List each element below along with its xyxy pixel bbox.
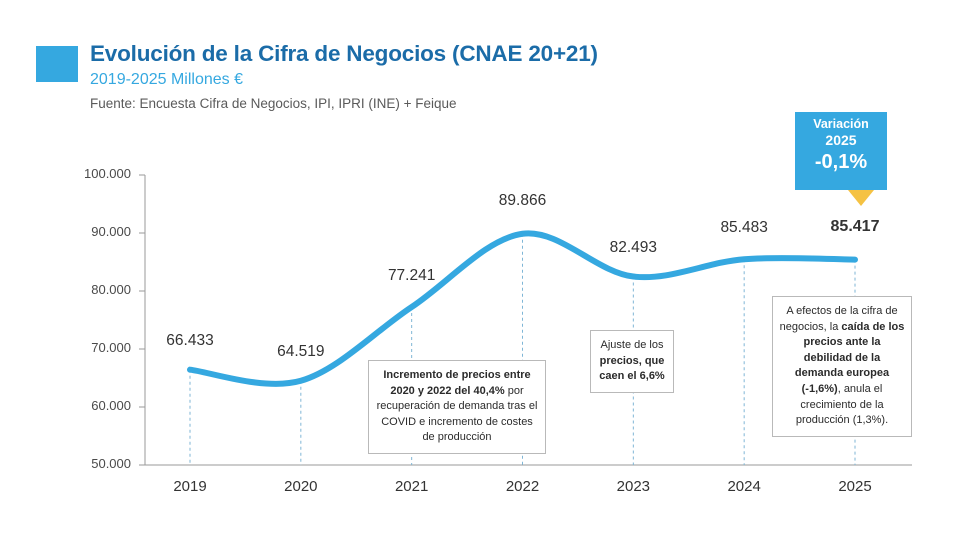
data-point-label: 89.866 <box>498 191 547 209</box>
page-title: Evolución de la Cifra de Negocios (CNAE 20+21) <box>90 41 598 66</box>
y-axis-tick-label: 80.000 <box>91 282 131 297</box>
data-point-label: 82.493 <box>609 238 658 256</box>
x-axis-tick-label: 2025 <box>838 478 872 495</box>
x-axis-tick-label: 2022 <box>505 478 540 495</box>
data-point-label: 85.483 <box>720 219 768 237</box>
variation-badge-value: -0,1% <box>814 150 868 173</box>
callout-efectos-2025: A efectos de la cifra de negocios, la caída de los precios ante la debilidad de la demanda europea (-1,6%), anula el crecimiento de la producción (1,3%). <box>772 296 912 437</box>
axis-ticks <box>139 175 145 465</box>
x-axis-tick-label: 2024 <box>727 478 761 495</box>
y-axis-tick-label: 70.000 <box>91 340 131 355</box>
source-note: Fuente: Encuesta Cifra de Negocios, IPI, IPRI (INE) + Feique <box>90 96 457 111</box>
data-point-label: 77.241 <box>387 267 436 284</box>
variation-badge-year: 2025 <box>825 132 857 149</box>
data-point-label: 66.433 <box>166 331 214 349</box>
callout-ajuste-precios: Ajuste de los precios, que caen el 6,6% <box>590 330 674 393</box>
variation-badge-label: Variación <box>813 117 869 131</box>
y-axis-tick-label: 100.000 <box>84 166 131 181</box>
y-axis-tick-label: 60.000 <box>91 398 131 413</box>
callout-precios-2020-2022: Incremento de precios entre 2020 y 2022 del 40,4% por recuperación de demanda tras el COVID e incremento de costes de producción <box>368 360 546 454</box>
data-point-label: 64.519 <box>277 342 325 360</box>
page-subtitle: 2019-2025 Millones € <box>90 71 243 88</box>
x-axis-tick-label: 2023 <box>616 478 651 495</box>
x-axis-tick-label: 2020 <box>284 478 318 495</box>
y-axis-tick-label: 90.000 <box>91 224 131 239</box>
x-axis-tick-label: 2019 <box>173 478 207 495</box>
x-axis-tick-label: 2021 <box>394 478 429 495</box>
data-point-label: 85.417 <box>830 217 880 235</box>
y-axis-tick-label: 50.000 <box>91 456 131 471</box>
